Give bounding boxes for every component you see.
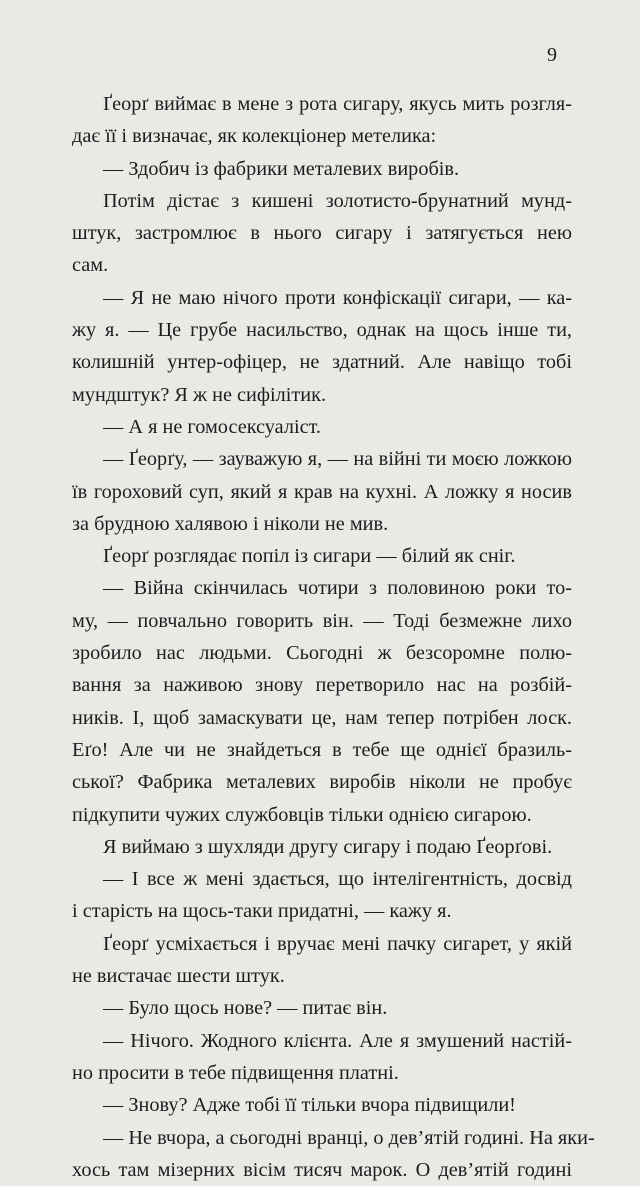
text-line: хось там мізерних вісім тисяч марок. О дев’ятій годині — [72, 1158, 572, 1181]
text-line: — Здобич із фабрики металевих виробів. — [103, 157, 460, 180]
text-line: мундштук? Я ж не сифілітик. — [72, 383, 327, 406]
text-line: — Війна скінчилась чотири з половиною роки то- — [103, 577, 572, 600]
text-line: їв гороховий суп, який я крав на кухні. А ложку я носив — [72, 480, 572, 503]
text-line: не вистачає шести штук. — [72, 965, 285, 988]
text-line: Еґо! Але чи не знайдеться в тебе ще однієї бразиль- — [72, 738, 572, 761]
text-line: сам. — [72, 254, 109, 277]
text-line: і старість на щось-таки придатні, — кажу я. — [72, 900, 452, 923]
text-line: Я виймаю з шухляди другу сигару і подаю Ґеорґові. — [103, 835, 553, 858]
text-line: підкупити чужих службовців тільки однією сигарою. — [72, 803, 532, 826]
text-line: — Ґеорґу, — зауважую я, — на війні ти моєю ложкою — [103, 448, 572, 471]
text-line: му, — повчально говорить він. — Тоді безмежне лихо — [72, 609, 572, 632]
text-line: дає її і визначає, як колекціонер метелика: — [72, 125, 437, 148]
text-line: ської? Фабрика металевих виробів ніколи не пробує — [72, 771, 572, 794]
text-line: — Знову? Адже тобі її тільки вчора підвищили! — [103, 1094, 516, 1117]
page-number: 9 — [547, 44, 557, 66]
text-line: Потім дістає з кишені золотисто-брунатний мунд- — [103, 189, 572, 212]
text-line: — Нічого. Жодного клієнта. Але я змушений настій- — [103, 1029, 572, 1052]
text-line: штук, застромлює в нього сигару і затягується нею — [72, 222, 572, 245]
text-line: Ґеорґ усміхається і вручає мені пачку сигарет, у якій — [103, 932, 572, 955]
text-line: ників. І, щоб замаскувати це, нам тепер потрібен лоск. — [72, 706, 572, 729]
text-line: колишній унтер-офіцер, не здатний. Але навіщо тобі — [72, 351, 572, 374]
text-line: за брудною халявою і ніколи не мив. — [72, 512, 389, 535]
text-line: Ґеорґ виймає в мене з рота сигару, якусь мить розгля- — [103, 93, 572, 115]
text-line: Ґеорґ розглядає попіл із сигари — білий як сніг. — [103, 545, 516, 568]
text-line: зробило нас людьми. Сьогодні ж безсоромне полю- — [72, 642, 572, 665]
text-line: жу я. — Це грубе насильство, однак на щось інше ти, — [72, 319, 572, 342]
text-line: — Було щось нове? — питає він. — [103, 997, 388, 1020]
text-line: — Не вчора, а сьогодні вранці, о дев’ятій годині. На яки- — [103, 1126, 595, 1149]
body-text — [72, 88, 595, 1186]
text-line: но просити в тебе підвищення платні. — [72, 1061, 399, 1084]
text-line: — А я не гомосексуаліст. — [103, 415, 321, 438]
text-line: — І все ж мені здається, що інтелігентність, досвід — [103, 868, 572, 891]
text-line: — Я не маю нічого проти конфіскації сигари, — ка- — [103, 286, 572, 309]
text-line: вання за наживою знову перетворило нас на розбій- — [72, 674, 572, 697]
